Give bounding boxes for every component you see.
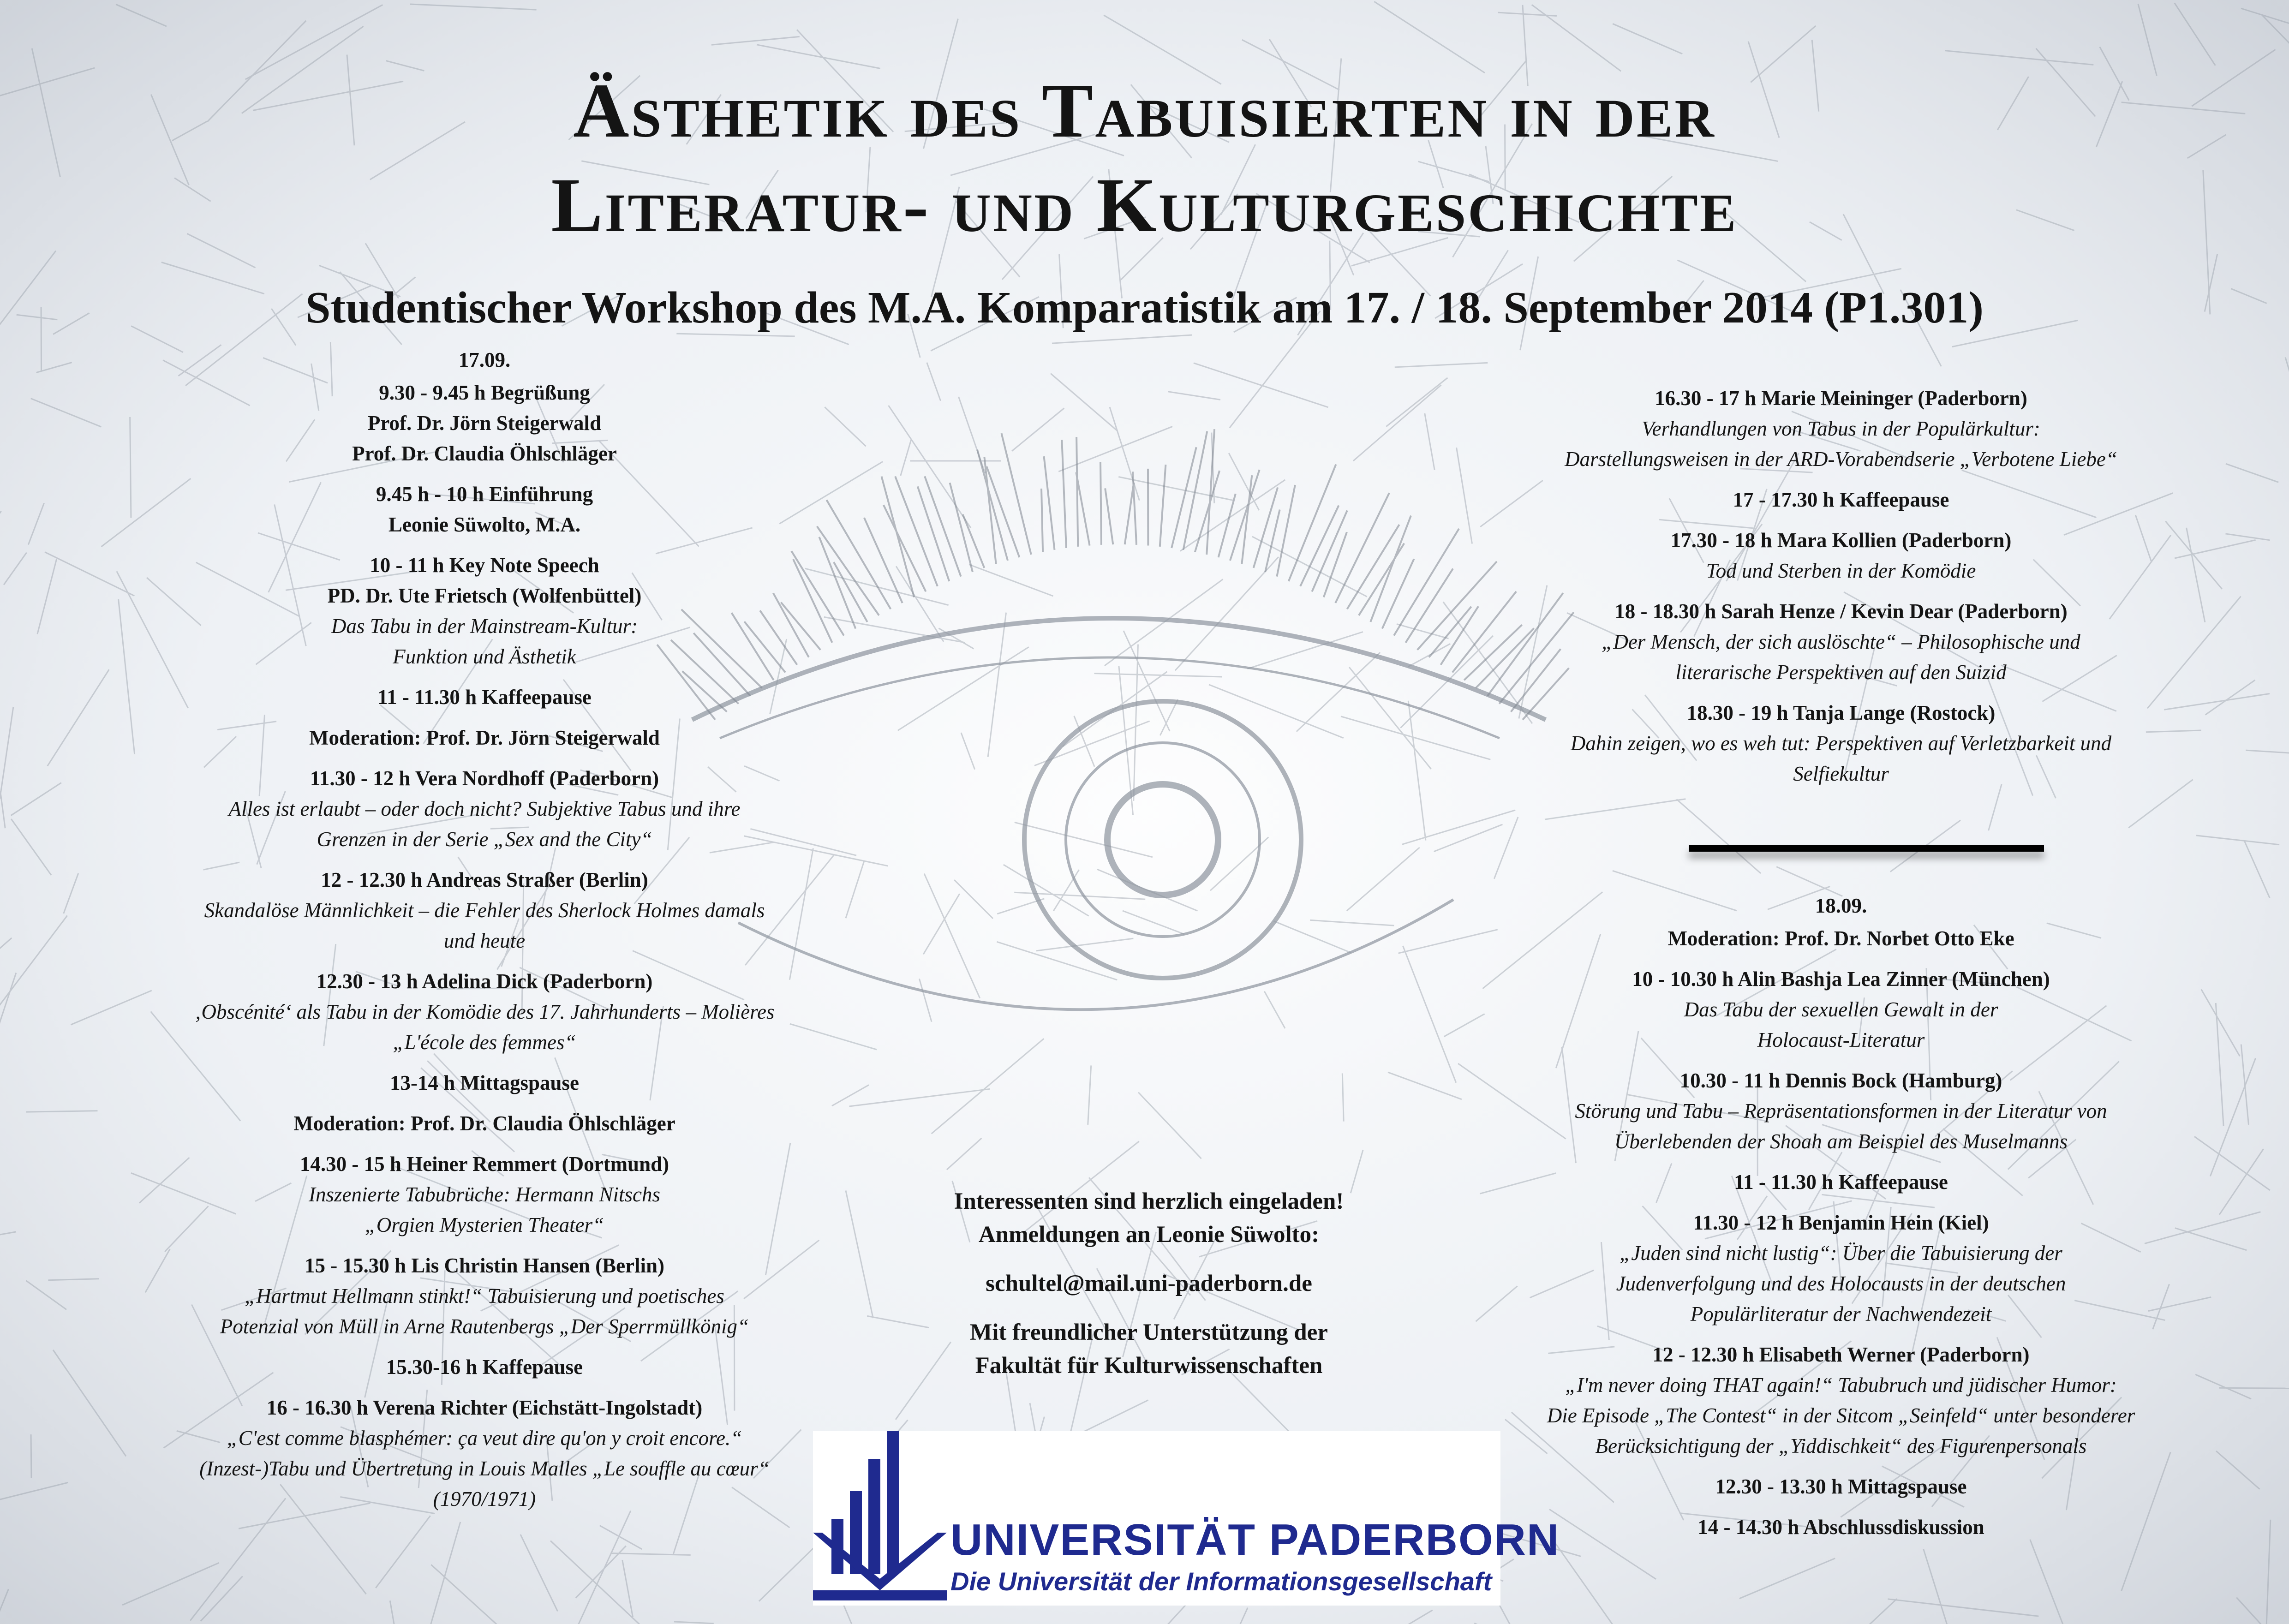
session-title: Judenverfolgung und des Holocausts in der deutschen (1616, 1272, 2066, 1295)
session-title: „Der Mensch, der sich auslöschte“ – Philosophische und (1602, 630, 2080, 653)
day-heading: 18.09. (1815, 894, 1867, 917)
session-title: Verhandlungen von Tabus in der Populärkultur: (1642, 417, 2040, 440)
session-title: Darstellungsweisen in der ARD-Vorabendserie „Verbotene Liebe“ (1565, 448, 2117, 471)
schedule-entry (1500, 1167, 2182, 1197)
session-heading: 9.30 - 9.45 h Begrüßung (379, 381, 590, 404)
schedule-list (1500, 923, 2182, 1542)
day-heading: 17.09. (458, 348, 511, 371)
schedule-entry (1500, 1207, 2182, 1329)
schedule-entry (1500, 1339, 2182, 1461)
support-text: Mit freundlicher Unterstützung der (970, 1320, 1328, 1345)
session-title: literarische Perspektiven auf den Suizid (1675, 661, 2007, 684)
session-heading: 14 - 14.30 h Abschlussdiskussion (1697, 1516, 1984, 1539)
session-heading: Moderation: Prof. Dr. Jörn Steigerwald (309, 726, 660, 749)
session-title: ‚Obscénité‘ als Tabu in der Komödie des 17. Jahrhunderts – Molières (194, 1000, 775, 1023)
email-link[interactable]: schultel@mail.uni-paderborn.de (986, 1271, 1312, 1296)
session-title: „Orgien Mysterien Theater“ (365, 1213, 604, 1236)
session-title: Tod und Sterben in der Komödie (1706, 559, 1976, 582)
session-heading: 18 - 18.30 h Sarah Henze / Kevin Dear (Paderborn) (1614, 600, 2068, 623)
schedule-entry (152, 1108, 817, 1139)
logo-name: UNIVERSITÄT PADERBORN (950, 1515, 1560, 1564)
session-title: Skandalöse Männlichkeit – die Fehler des Sherlock Holmes damals (204, 899, 765, 922)
session-heading: Leonie Süwolto, M.A. (388, 513, 581, 536)
divider-rule (1689, 845, 2044, 852)
session-heading: 12.30 - 13 h Adelina Dick (Paderborn) (316, 970, 653, 993)
session-heading: 10 - 10.30 h Alin Bashja Lea Zinner (München) (1632, 967, 2050, 991)
session-title: (1970/1971) (433, 1487, 536, 1511)
session-title: und heute (443, 929, 526, 952)
program-day-2 (1500, 893, 2182, 1552)
faculty-text: Fakultät für Kulturwissenschaften (975, 1353, 1323, 1379)
session-title: Störung und Tabu – Repräsentationsformen in der Literatur von (1575, 1099, 2107, 1122)
session-title: Inszenierte Tabubrüche: Hermann Nitschs (308, 1183, 661, 1206)
session-title: „I'm never doing THAT again!“ Tabubruch und jüdischer Humor: (1565, 1373, 2117, 1397)
session-title: Überlebenden der Shoah am Beispiel des Muselmanns (1614, 1130, 2068, 1153)
schedule-list (1500, 383, 2182, 789)
session-title: Populärliteratur der Nachwendezeit (1690, 1302, 1992, 1325)
session-heading: 16.30 - 17 h Marie Meininger (Paderborn) (1655, 387, 2027, 410)
program-day-1-evening (1500, 383, 2182, 799)
session-title: (Inzest-)Tabu und Übertretung in Louis Malles „Le souffle au cœur“ (199, 1457, 770, 1480)
session-title: Das Tabu in der Mainstream-Kultur: (331, 615, 638, 638)
title-line-2: Literatur- und Kulturgeschichte (551, 162, 1738, 248)
session-heading: 17 - 17.30 h Kaffeepause (1733, 488, 1949, 511)
university-logo-icon (813, 1431, 947, 1606)
session-title: Grenzen in der Serie „Sex and the City“ (317, 828, 652, 851)
session-heading: 13-14 h Mittagspause (389, 1071, 579, 1094)
schedule-entry (152, 966, 817, 1057)
session-heading: 12 - 12.30 h Andreas Straßer (Berlin) (321, 868, 648, 891)
session-heading: 16 - 16.30 h Verena Richter (Eichstätt-Ingolstadt) (266, 1396, 703, 1419)
session-heading: Moderation: Prof. Dr. Claudia Öhlschläger (293, 1112, 675, 1135)
schedule-entry (1500, 383, 2182, 474)
schedule-entry (152, 1149, 817, 1240)
session-title: Holocaust-Literatur (1757, 1028, 1925, 1051)
session-title: Potenzial von Müll in Arne Rautenbergs „Der Sperrmüllkönig“ (220, 1315, 749, 1338)
schedule-entry (1500, 596, 2182, 687)
schedule-entry (152, 763, 817, 854)
session-heading: 15.30-16 h Kaffepause (386, 1355, 583, 1379)
schedule-entry (1500, 525, 2182, 586)
schedule-entry (1500, 1471, 2182, 1502)
logo-tagline: Die Universität der Informationsgesellschaft (950, 1567, 1492, 1596)
session-title: „Hartmut Hellmann stinkt!“ Tabuisierung und poetisches (245, 1284, 724, 1308)
session-title: Die Episode „The Contest“ in der Sitcom „Seinfeld“ unter besonderer (1547, 1404, 2135, 1427)
session-title: Berücksichtigung der „Yiddischkeit“ des Figurenpersonals (1595, 1434, 2087, 1457)
schedule-entry (1500, 923, 2182, 954)
session-title: Selfiekultur (1793, 762, 1889, 785)
subtitle: Studentischer Workshop des M.A. Komparatistik am 17. / 18. September 2014 (P1.301) (305, 283, 1984, 333)
schedule-entry (152, 550, 817, 672)
schedule-entry (1500, 1065, 2182, 1157)
session-title: „L'école des femmes“ (393, 1031, 576, 1054)
schedule-entry (152, 479, 817, 540)
session-heading: Prof. Dr. Jörn Steigerwald (367, 412, 602, 435)
schedule-entry (1500, 484, 2182, 515)
program-day-1 (152, 347, 817, 1524)
session-heading: 11 - 11.30 h Kaffeepause (1734, 1170, 1948, 1194)
session-heading: 12.30 - 13.30 h Mittagspause (1715, 1475, 1967, 1498)
session-heading: 11.30 - 12 h Vera Nordhoff (Paderborn) (310, 767, 659, 790)
session-heading: 18.30 - 19 h Tanja Lange (Rostock) (1686, 701, 1996, 724)
schedule-entry (152, 1352, 817, 1382)
session-heading: 11 - 11.30 h Kaffeepause (377, 686, 592, 709)
schedule-entry (152, 377, 817, 469)
schedule-entry (152, 1392, 817, 1514)
session-heading: 9.45 h - 10 h Einführung (376, 483, 593, 506)
session-title: Alles ist erlaubt – oder doch nicht? Subjektive Tabus und ihre (228, 797, 741, 820)
session-heading: 14.30 - 15 h Heiner Remmert (Dortmund) (299, 1152, 669, 1176)
university-logo (813, 1431, 1560, 1606)
session-title: „C'est comme blasphémer: ça veut dire qu'on y croit encore.“ (227, 1427, 742, 1450)
session-heading: 12 - 12.30 h Elisabeth Werner (Paderborn) (1652, 1343, 2030, 1366)
session-title: „Juden sind nicht lustig“: Über die Tabuisierung der (1620, 1242, 2062, 1265)
schedule-entry (152, 682, 817, 712)
session-heading: Prof. Dr. Claudia Öhlschläger (352, 442, 617, 465)
session-heading: 11.30 - 12 h Benjamin Hein (Kiel) (1693, 1211, 1989, 1234)
title-line-1: Ästhetik des Tabuisierten in der (573, 68, 1716, 154)
session-title: Dahin zeigen, wo es weh tut: Perspektiven auf Verletzbarkeit und (1570, 732, 2112, 755)
schedule-entry (152, 1068, 817, 1098)
session-title: Funktion und Ästhetik (393, 645, 576, 668)
session-heading: 10 - 11 h Key Note Speech (370, 554, 599, 577)
schedule-entry (1500, 964, 2182, 1055)
schedule-entry (152, 865, 817, 956)
session-heading: 10.30 - 11 h Dennis Bock (Hamburg) (1679, 1069, 2002, 1092)
session-title: Das Tabu der sexuellen Gewalt in der (1684, 998, 1998, 1021)
session-heading: 15 - 15.30 h Lis Christin Hansen (Berlin) (304, 1254, 665, 1277)
registration-text: Anmeldungen an Leonie Süwolto: (978, 1222, 1320, 1248)
invitation-block (867, 1185, 1430, 1382)
schedule-entry (152, 722, 817, 753)
session-heading: 17.30 - 18 h Mara Kollien (Paderborn) (1670, 529, 2012, 552)
invitation-text: Interessenten sind herzlich eingeladen! (954, 1188, 1344, 1214)
schedule-list (152, 377, 817, 1514)
session-heading: PD. Dr. Ute Frietsch (Wolfenbüttel) (327, 584, 642, 607)
schedule-entry (152, 1250, 817, 1342)
session-heading: Moderation: Prof. Dr. Norbet Otto Eke (1667, 927, 2014, 950)
schedule-entry (1500, 1512, 2182, 1542)
schedule-entry (1500, 698, 2182, 789)
